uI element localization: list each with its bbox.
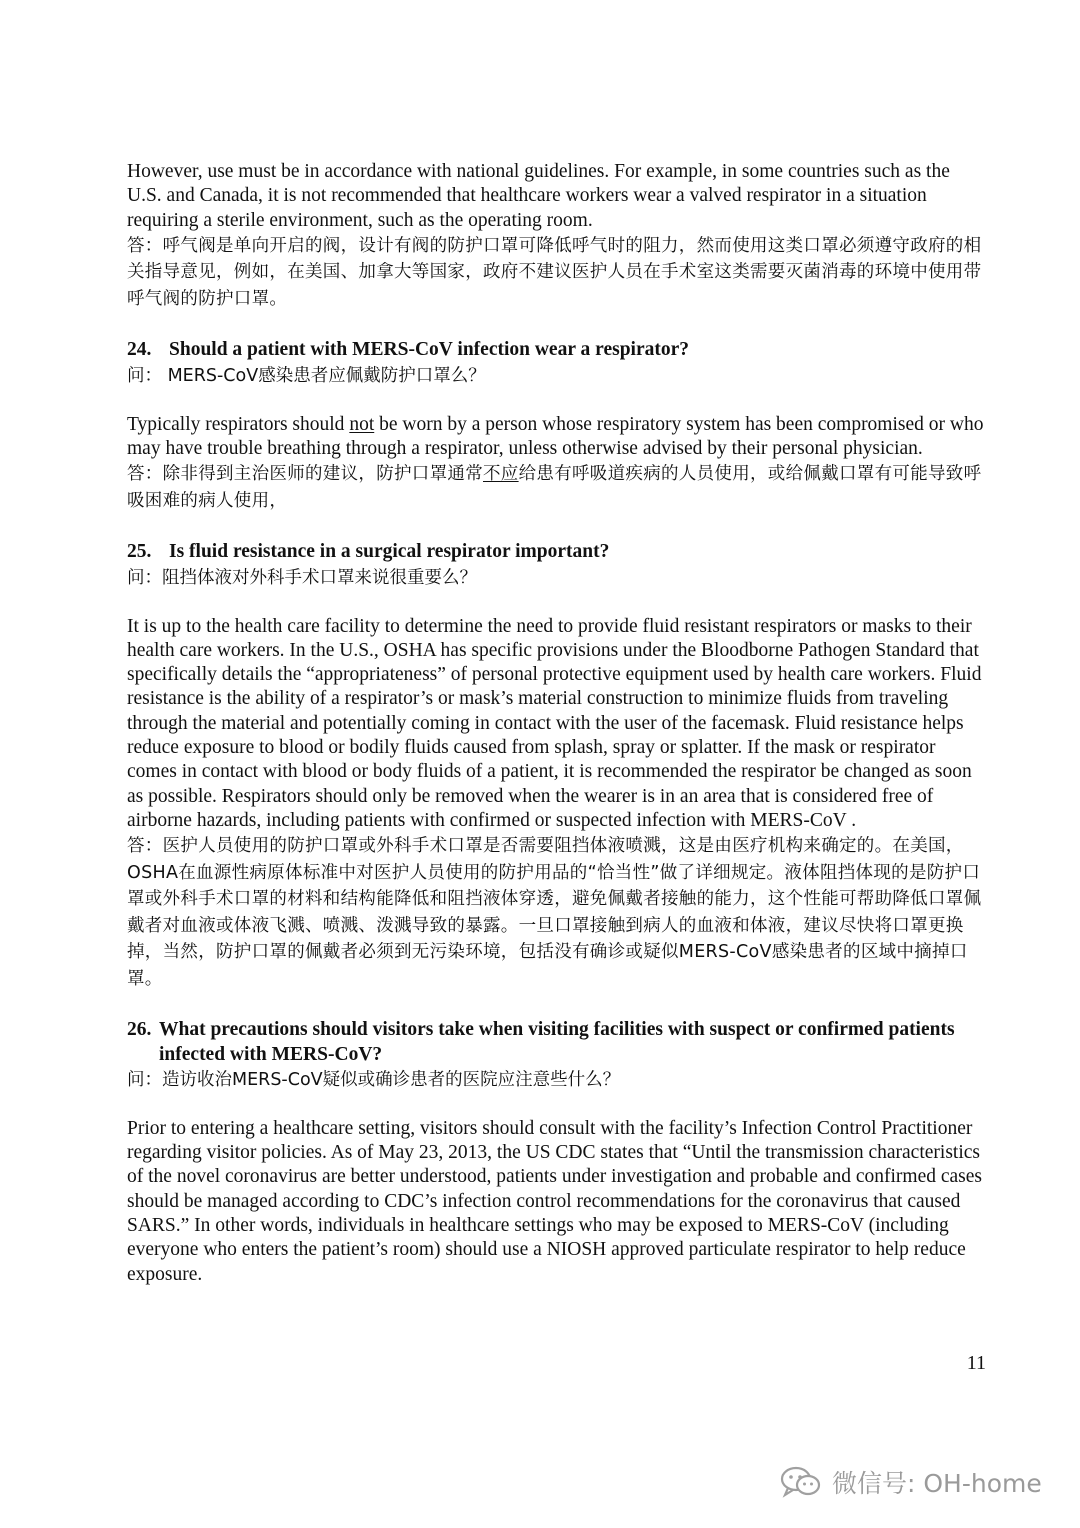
answer-24-en-underlined: not <box>349 413 375 435</box>
watermark-text: 微信号: OH-home <box>832 1469 1042 1498</box>
answer-25-chinese: 答：医护人员使用的防护口罩或外科手术口罩是否需要阻挡体液喷溅，这是由医疗机构来确定的。在美国，OSHA在血源性病原体标准中对医护人员使用的防护用品的“恰当性”做了详细规定。液体阻挡体现的是防护口罩或外科手术口罩的材料和结构能降低和阻挡液体穿透，避免佩戴者接触的能力，这个性能可帮助降低口罩佩戴者对血液或体液飞溅、喷溅、泼溅导致的暴露。一旦口罩接触到病人的血液和体液，建议尽快将口罩更换掉，当然，防护口罩的佩戴者必须到无污染环境，包括没有确诊或疑似MERS-CoV感染患者的区域中摘掉口罩。 <box>127 836 982 989</box>
question-25-title: Is fluid resistance in a surgical respirator important? <box>169 541 610 563</box>
answer-24-chinese <box>127 461 987 514</box>
question-25-heading <box>127 540 987 564</box>
page-number: 11 <box>966 1352 986 1374</box>
question-26-heading <box>127 1018 987 1067</box>
intro-english-paragraph: However, use must be in accordance with national guidelines. For example, in some countries such as the U.S. and Canada, it is not recommended that healthcare workers wear a valved respirator in a situation requiring a sterile environment, such as the operating room. <box>127 161 950 231</box>
page-content <box>127 160 987 1287</box>
answer-24-en-part1: Typically respirators should <box>127 413 350 435</box>
question-25-chinese: 问：阻挡体液对外科手术口罩来说很重要么？ <box>127 567 477 588</box>
answer-24-zh-underlined: 不应 <box>483 464 519 485</box>
question-26-chinese: 问：造访收治MERS-CoV疑似或确诊患者的医院应注意些什么？ <box>127 1069 621 1090</box>
intro-chinese-answer: 答：呼气阀是单向开启的阀，设计有阀的防护口罩可降低呼气时的阻力，然而使用这类口罩必须遵守政府的相关指导意见，例如，在美国、加拿大等国家，政府不建议医护人员在手术室这类需要灭菌消毒的环境中使用带呼气阀的防护口罩。 <box>127 235 982 309</box>
answer-24-english <box>127 413 987 462</box>
wechat-icon <box>780 1465 822 1499</box>
answer-26-english: Prior to entering a healthcare setting, visitors should consult with the facility’s Infection Control Practitioner regarding visitor policies. As of May 23, 2013, the US CDC states that “Until the transmission characteristics of the novel coronavirus are better understood, patients under investigation and probable and confirmed cases should be managed according to CDC’s infection control recommendations for the coronavirus that caused SARS.” In other words, individuals in healthcare settings who may be exposed to MERS-CoV (including everyone who enters the patient’s room) should use a NIOSH approved particulate respirator to help reduce exposure. <box>127 1117 983 1285</box>
watermark <box>780 1462 1060 1502</box>
answer-24-zh-part1: 答：除非得到主治医师的建议，防护口罩通常 <box>127 464 483 485</box>
question-24-chinese: 问： MERS-CoV感染患者应佩戴防护口罩么？ <box>127 365 486 386</box>
question-24-heading <box>127 338 987 362</box>
answer-24-en-part2: be worn by a person whose respiratory system has been compromised or who may have trouble breathing through a respirator, unless otherwise advised by their personal physician. <box>127 413 984 459</box>
question-24-number: 24. <box>127 339 152 361</box>
answer-24-zh-part2: 给患有呼吸道疾病的人员使用，或给佩戴口罩有可能导致呼吸困难的病人使用， <box>127 464 982 511</box>
question-26-title: What precautions should visitors take when visiting facilities with suspect or confirmed patients infected with MERS-CoV? <box>159 1019 955 1065</box>
question-26-number: 26. <box>127 1019 152 1041</box>
answer-25-english: It is up to the health care facility to determine the need to provide fluid resistant respirators or masks to their health care workers. In the U.S., OSHA has specific provisions under the Bloodborne Pathogen Standard that specifically details the “appropriateness” of personal protective equipment used by health care workers. Fluid resistance is the ability of a respirator’s or mask’s material construction to minimize fluids from traveling through the material and potentially coming in contact with the user of the facemask. Fluid resistance helps reduce exposure to blood or bodily fluids caused from splash, spray or splatter. If the mask or respirator comes in contact with blood or body fluids of a patient, it is recommended the respirator be changed as soon as possible. Respirators should only be removed when the wearer is in an area that is considered free of airborne hazards, including patients with confirmed or suspected infection with MERS-CoV . <box>127 615 982 831</box>
question-24-title: Should a patient with MERS-CoV infection wear a respirator? <box>169 339 690 361</box>
question-25-number: 25. <box>127 541 152 563</box>
